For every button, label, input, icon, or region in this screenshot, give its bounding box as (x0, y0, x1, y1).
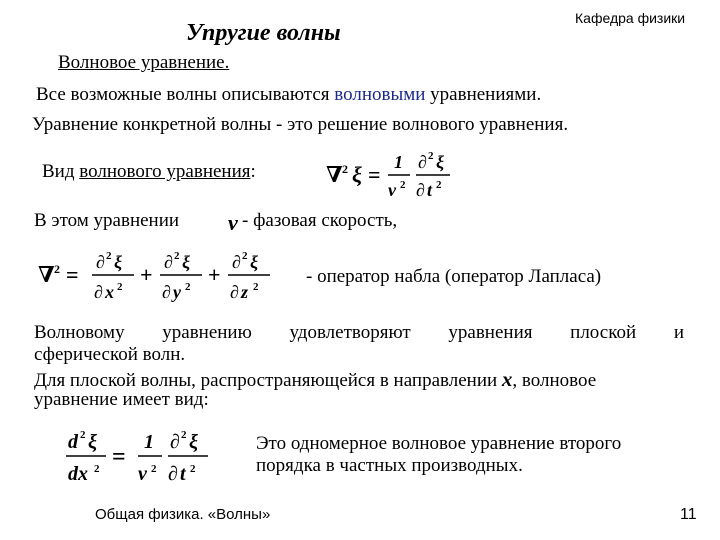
svg-text:2: 2 (242, 250, 248, 262)
form-text-c: : (250, 161, 256, 182)
phase-velocity-desc: - фазовая скорость, (242, 210, 398, 231)
velocity-symbol: v (228, 210, 238, 235)
svg-text:2: 2 (400, 179, 406, 191)
svg-text:2: 2 (54, 262, 60, 276)
form-text-a: Вид (42, 161, 80, 182)
section-heading: Волновое уравнение. (58, 52, 230, 73)
svg-text:∂: ∂ (230, 282, 239, 302)
svg-text:2: 2 (190, 463, 196, 475)
laplacian-svg (36, 244, 276, 308)
intro-text-a: Все возможные волны описываются (36, 84, 335, 105)
intro-line-2: Уравнение конкретной волны - это решение волнового уравнения. (32, 114, 569, 135)
svg-text:2: 2 (342, 162, 348, 176)
svg-text:t: t (180, 463, 186, 485)
svg-text:ξ: ξ (250, 252, 259, 272)
one-dim-desc-line-1: Это одномерное волновое уравнение второго (256, 433, 622, 454)
laplacian-description: - оператор набла (оператор Лапласа) (306, 266, 602, 287)
nabla-symbol: ∇ (326, 162, 343, 187)
svg-text:∂: ∂ (418, 152, 427, 172)
svg-text:2: 2 (80, 429, 86, 441)
svg-text:2: 2 (185, 281, 191, 293)
svg-text:ξ: ξ (352, 162, 362, 187)
svg-text:∂: ∂ (96, 252, 105, 272)
plane-spherical-line-2: сферической волн. (34, 344, 186, 365)
svg-text:1: 1 (394, 152, 403, 172)
department-label: Кафедра физики (575, 10, 686, 26)
svg-text:2: 2 (174, 250, 180, 262)
one-dim-wave-svg (66, 422, 216, 490)
svg-text:t: t (427, 180, 433, 200)
svg-text:2: 2 (428, 150, 434, 162)
footer-course: Общая физика. «Волны» (95, 506, 271, 523)
plane-wave-text-b: , волновое (512, 370, 597, 391)
slide-title: Упругие волны (186, 20, 341, 46)
svg-text:ξ: ξ (436, 152, 445, 172)
svg-text:∂: ∂ (232, 252, 241, 272)
svg-text:2: 2 (181, 429, 187, 441)
one-dim-desc-line-2: порядка в частных производных. (256, 455, 523, 476)
svg-text:v: v (138, 463, 147, 485)
svg-text:+: + (140, 262, 153, 287)
svg-text:∂: ∂ (170, 431, 180, 453)
svg-text:∂: ∂ (416, 180, 425, 200)
svg-text:=: = (368, 162, 381, 187)
svg-text:∂: ∂ (164, 252, 173, 272)
svg-text:ξ: ξ (114, 252, 123, 272)
phase-velocity-line (34, 210, 179, 232)
wave-equation-link: волнового уравнения (79, 161, 251, 182)
equation-form-label (42, 161, 256, 183)
svg-text:=: = (112, 444, 126, 470)
plane-wave-text-a: Для плоской волны, распространяющейся в направлении (34, 370, 502, 391)
svg-text:2: 2 (117, 281, 123, 293)
wave-term-link: волновыми (334, 84, 426, 105)
svg-text:x: x (105, 282, 114, 302)
intro-line-1 (36, 84, 541, 106)
svg-text:2: 2 (436, 179, 442, 191)
svg-text:2: 2 (94, 463, 100, 475)
phase-text-a: В этом уравнении (34, 210, 180, 231)
svg-text:=: = (66, 262, 79, 287)
wave-equation-formula (322, 146, 472, 206)
svg-text:∇: ∇ (38, 262, 55, 287)
svg-text:d: d (68, 431, 78, 453)
svg-text:1: 1 (144, 431, 154, 453)
svg-text:z: z (241, 282, 249, 302)
svg-text:ξ: ξ (88, 431, 97, 453)
svg-text:dx: dx (68, 463, 88, 485)
svg-text:∂: ∂ (168, 463, 178, 485)
svg-text:+: + (208, 262, 221, 287)
x-direction-symbol: x (501, 367, 513, 391)
one-dim-wave-formula (66, 422, 216, 490)
intro-text-c: уравнениями. (425, 84, 542, 105)
svg-text:2: 2 (106, 250, 112, 262)
plane-spherical-line-1: Волновому уравнению удовлетворяют уравнения плоской и (34, 322, 684, 343)
svg-text:y: y (173, 282, 181, 302)
svg-text:v: v (388, 180, 396, 200)
laplacian-formula (36, 244, 276, 308)
svg-text:2: 2 (253, 281, 259, 293)
svg-text:ξ: ξ (189, 431, 198, 453)
page-number: 11 (680, 506, 697, 523)
wave-equation-svg (322, 146, 472, 206)
svg-text:ξ: ξ (182, 252, 191, 272)
plane-wave-line-2: уравнение имеет вид: (34, 389, 209, 410)
svg-text:2: 2 (151, 463, 157, 475)
svg-text:∂: ∂ (94, 282, 103, 302)
svg-text:∂: ∂ (162, 282, 171, 302)
